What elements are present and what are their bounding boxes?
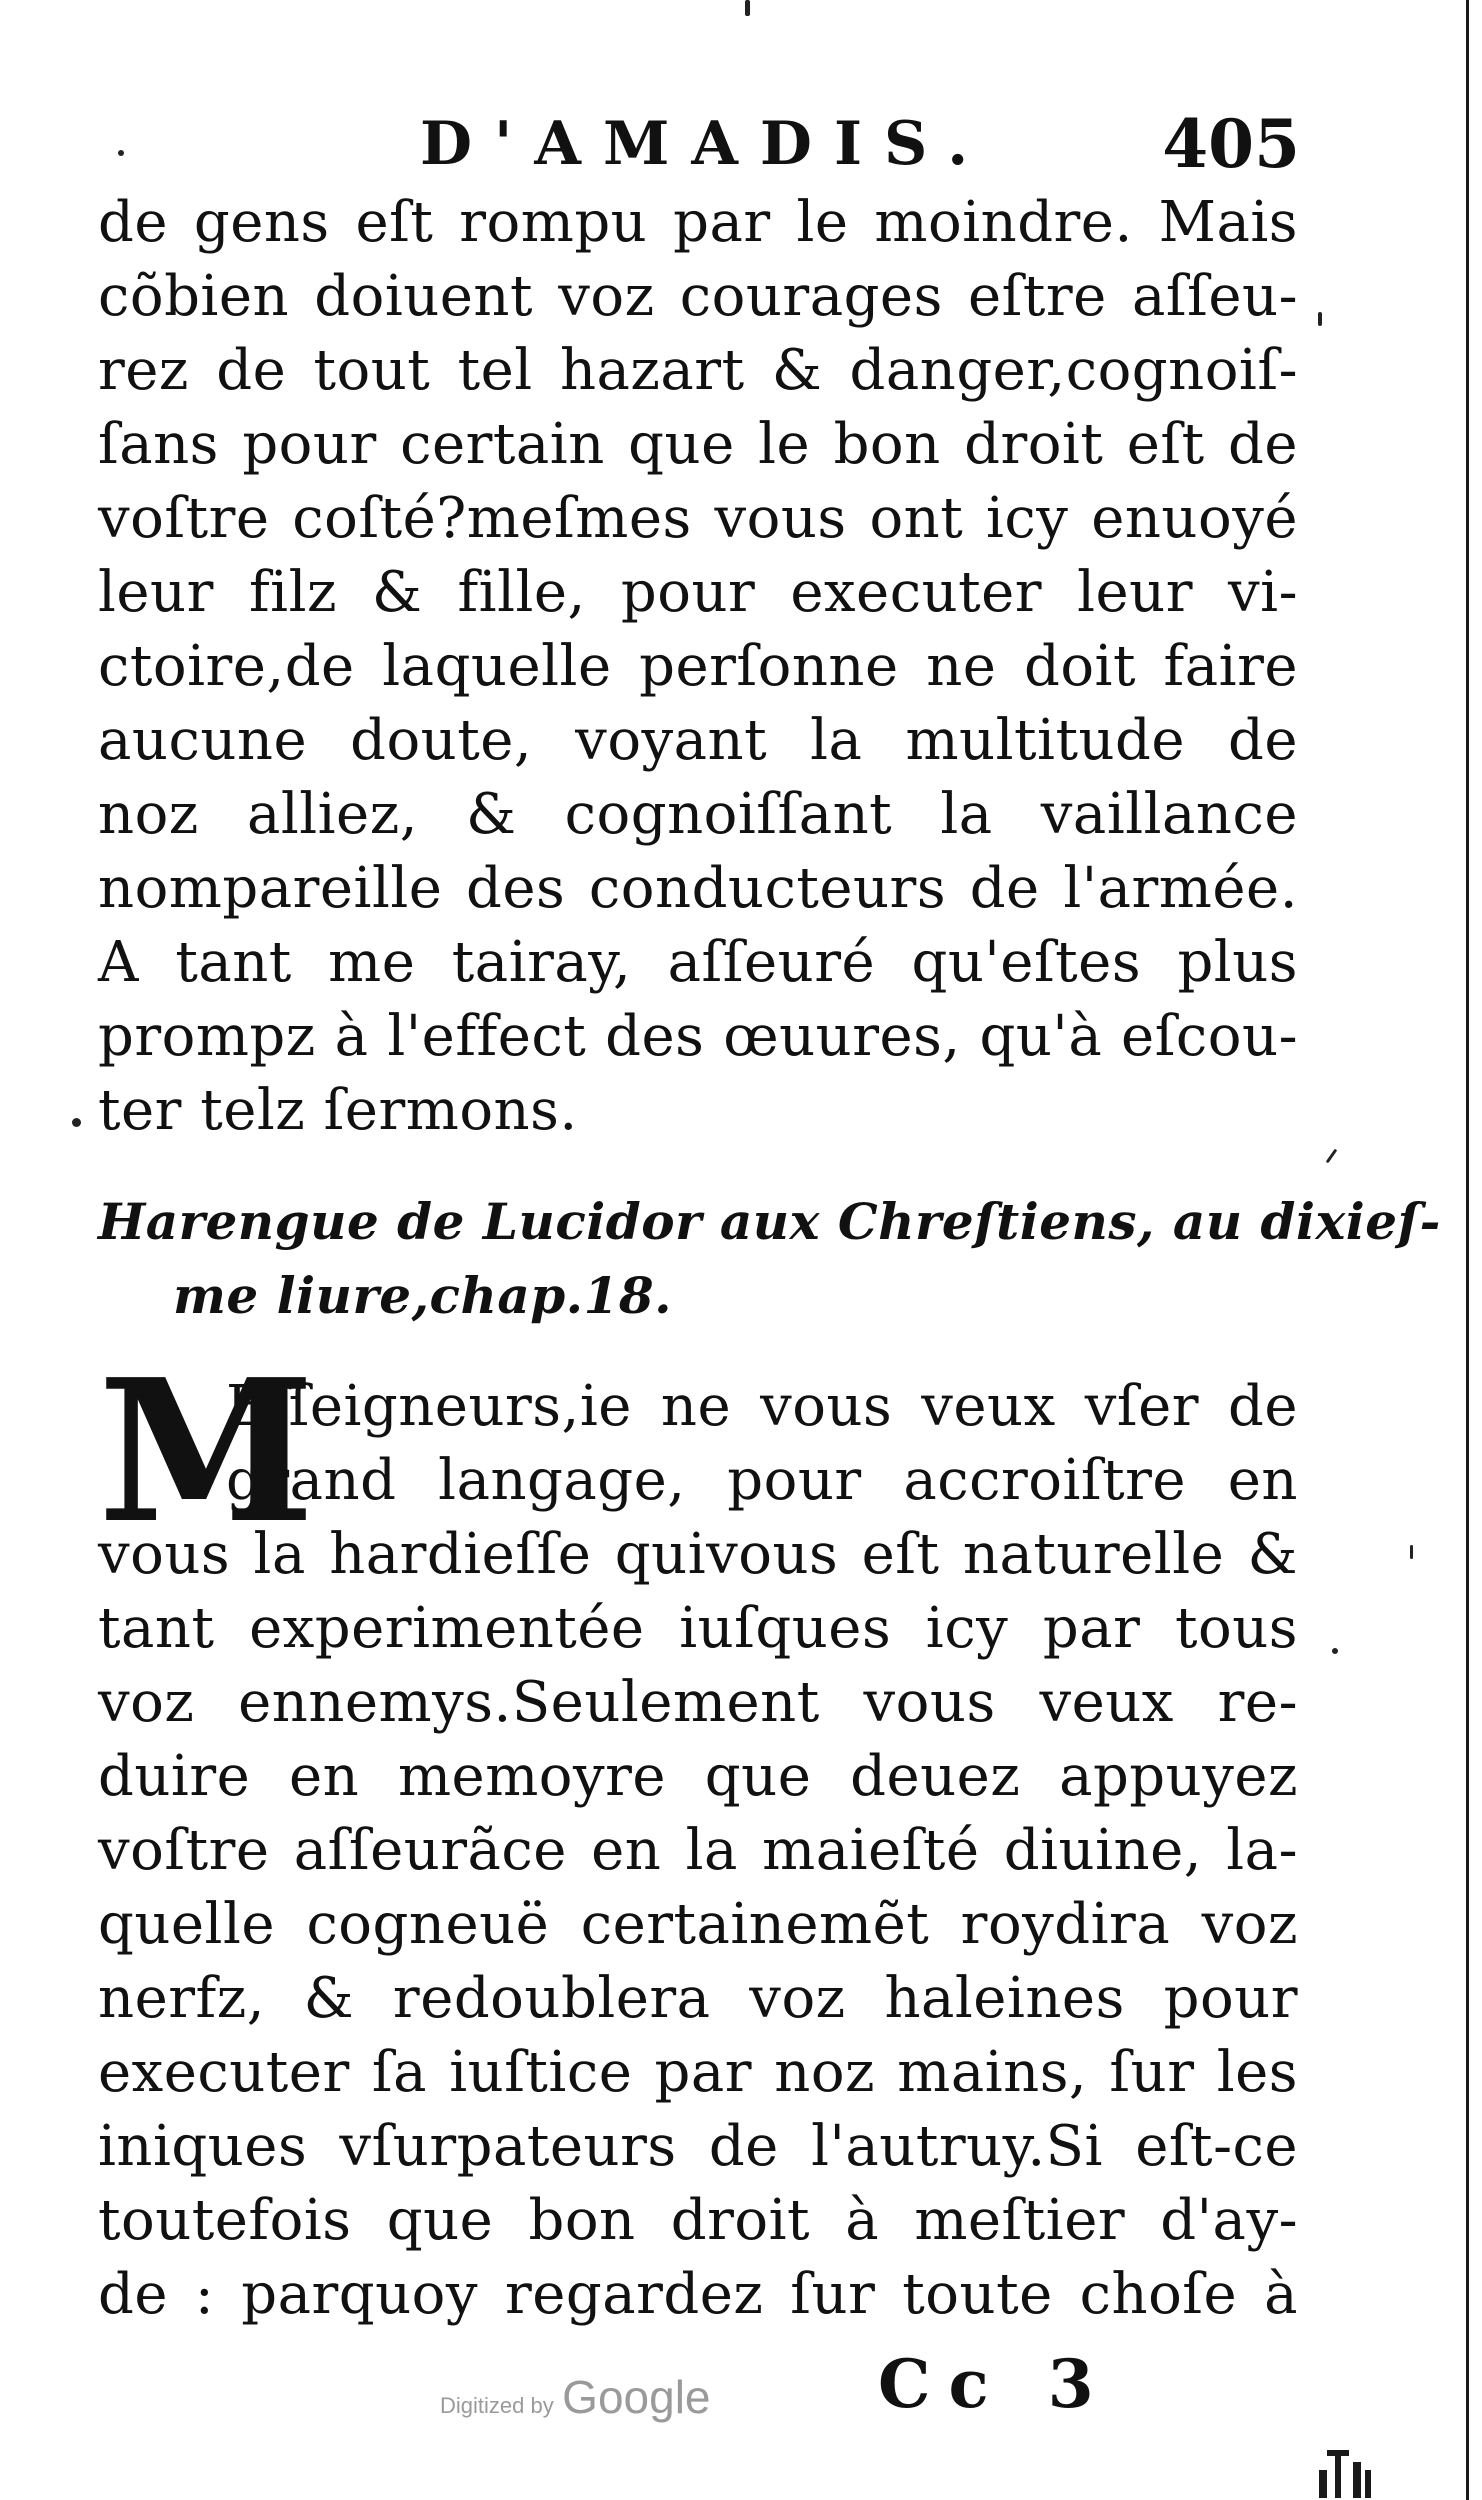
text-line: voz ennemys.Seulement vous veux re-	[98, 1670, 1298, 1735]
page-edge-rule	[1466, 0, 1469, 2500]
text-line: tant experimentée iuſques icy par tous	[98, 1596, 1298, 1661]
page-number: 405	[1162, 105, 1300, 183]
text-line: voſtre coſté?meſmes vous ont icy enuoyé	[98, 486, 1298, 551]
text-line: ſans pour certain que le bon droit eſt de	[98, 412, 1298, 477]
text-line: nompareille des conducteurs de l'armée.	[98, 856, 1298, 921]
speck-mark	[1326, 1149, 1338, 1164]
digitization-watermark	[440, 2370, 711, 2424]
speck-mark	[1318, 312, 1322, 326]
text-line: cõbien doiuent voz courages eſtre aſſeu-	[98, 264, 1298, 329]
text-line: executer ſa iuſtice par noz mains, ſur les	[98, 2040, 1298, 2105]
text-line: vous la hardieſſe quivous eſt naturelle &	[98, 1522, 1298, 1587]
text-line: voſtre aſſeurãce en la maieſté diuine, la-	[98, 1818, 1298, 1883]
page-footer	[0, 2345, 1482, 2445]
text-line: prompz à l'effect des œuures, qu'à eſcou-	[98, 1004, 1298, 1069]
text-line: duire en memoyre que deuez appuyez	[98, 1744, 1298, 1809]
paragraph-2	[98, 1370, 1298, 2332]
rubric-line: Harengue de Lucidor aux Chreſtiens, au dixieſ-	[98, 1192, 1441, 1251]
text-line: nerfz, & redoublera voz haleines pour	[98, 1966, 1298, 2031]
text-line: ter telz ſermons.	[98, 1078, 578, 1143]
text-line: toutefois que bon droit à meſtier d'ay-	[98, 2188, 1298, 2253]
drop-cap-initial: M	[98, 1337, 315, 1567]
signature-mark: Cc 3	[878, 2345, 1112, 2423]
page-header	[420, 104, 1300, 184]
text-line: de gens eſt rompu par le moindre. Mais	[98, 190, 1298, 255]
running-title: D'AMADIS.	[420, 109, 991, 179]
corner-scan-artifact	[1315, 2440, 1375, 2498]
text-line: aucune doute, voyant la multitude de	[98, 708, 1298, 773]
text-line: ctoire,de laquelle perſonne ne doit faire	[98, 634, 1298, 699]
text-line: Eſſeigneurs,ie ne vous veux vſer de	[226, 1374, 1298, 1439]
text-line: iniques vſurpateurs de l'autruy.Si eſt-ce	[98, 2114, 1298, 2179]
speck-mark	[118, 150, 124, 156]
watermark-prefix: Digitized by	[440, 2393, 554, 2418]
speck-mark	[1410, 1545, 1413, 1559]
speck-mark	[1332, 1648, 1338, 1654]
text-line: rez de tout tel hazart & danger,cognoiſ-	[98, 338, 1298, 403]
text-line: grand langage, pour accroiſtre en	[226, 1448, 1298, 1513]
speck-mark	[745, 0, 750, 16]
text-line: A tant me tairay, aſſeuré qu'eſtes plus	[98, 930, 1298, 995]
paragraph-1	[98, 186, 1298, 1148]
rubric-line: me liure,chap.18.	[173, 1266, 673, 1325]
text-line: de : parquoy regardez ſur toute choſe à	[98, 2262, 1298, 2327]
text-line: leur filz & fille, pour executer leur vi-	[98, 560, 1298, 625]
text-line: noz alliez, & cognoiſſant la vaillance	[98, 782, 1298, 847]
watermark-brand: Google	[562, 2371, 711, 2423]
speck-mark	[72, 1118, 81, 1127]
section-rubric	[98, 1185, 1441, 1333]
text-line: quelle cogneuë certainemẽt roydira voz	[98, 1892, 1298, 1957]
